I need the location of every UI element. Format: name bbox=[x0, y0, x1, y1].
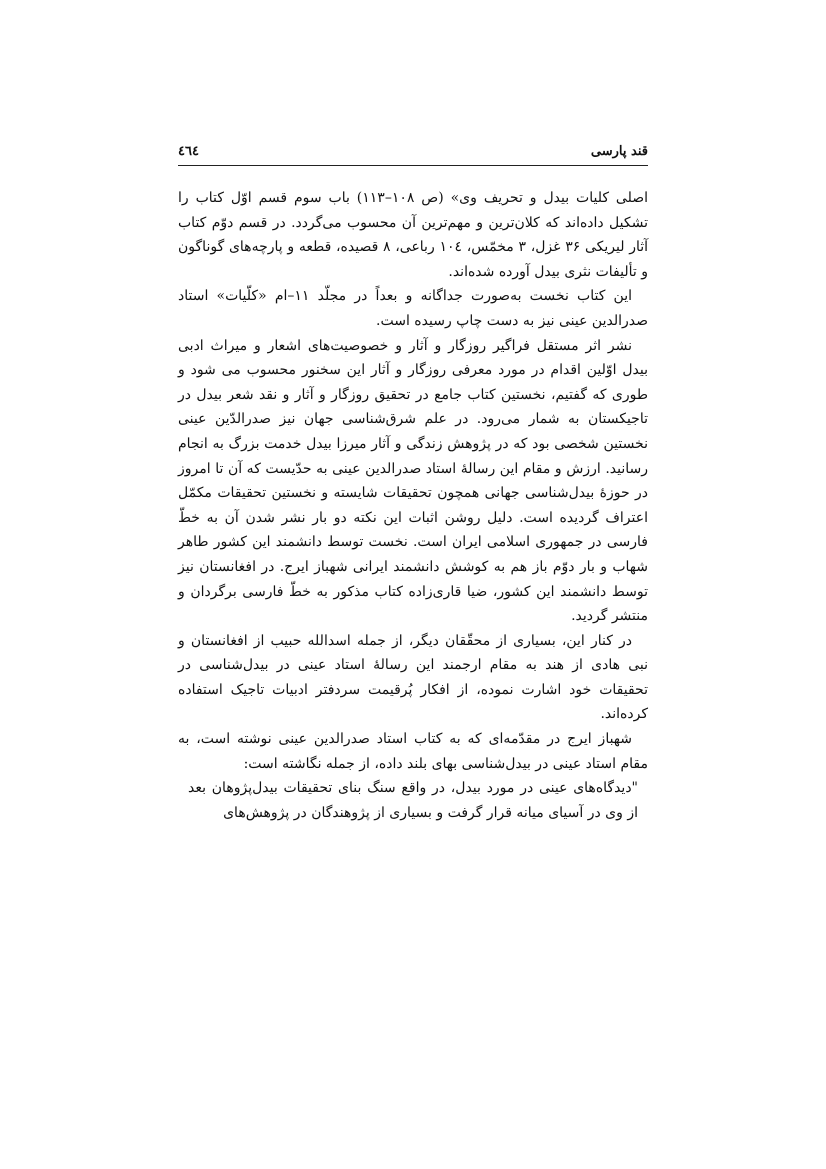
paragraph: نشر اثر مستقل فراگیر روزگار و آثار و خصوصیت‌های اشعار و میراث ادبی بیدل اوّلین اقدام در مورد معرفی روزگار و آثار این سخنور محسوب می شود و طوری که گفتیم، نخستین کتاب جامع در تحقیق روزگار و آثار و نقد شعر بیدل در تاجیکستان به شمار می‌رود. در علم شرق‌شناسی جهان نیز صدرالدّین عینی نخستین شخصی بود که در پژوهش زندگی و آثار میرزا بیدل خدمت بزرگ به انجام رسانید. ارزش و مقام این رسالهٔ استاد صدرالدین عینی به حدّیست که آن تا امروز در حوزهٔ بیدل‌شناسی جهانی همچون تحقیقات شایسته و نخستین تحقیقات مکمّل اعتراف گردیده است. دلیل روشن اثبات این نکته دو بار نشر شدن آن به خطّ فارسی در جمهوری اسلامی ایران است. نخست توسط دانشمند این کشور طاهر شهاب و بار دوّم باز هم به کوشش دانشمند ایرانی شهباز ایرج. در افغانستان نیز توسط دانشمند این کشور، ضیا قاری‌زاده کتاب مذکور به خطّ فارسی برگردان و منتشر گردید. bbox=[178, 337, 648, 625]
paragraph: این کتاب نخست به‌صورت جداگانه و بعداً در مجلّد ۱۱–ام «کلّیات» استاد صدرالدین عینی نیز به دست چاپ رسیده است. bbox=[178, 288, 648, 329]
page-number: ٤٦٤ bbox=[178, 144, 199, 159]
paragraph: در کنار این، بسیاری از محقّقان دیگر، از جمله اسدالله حبیب از افغانستان و نبی هادی از هند به مقام ارجمند این رسالهٔ استاد عینی در بیدل‌شناسی در تحقیقات خود اشارت نموده، از افکار پُرقیمت سردفتر ادبیات تاجیک استفاده کرده‌اند. bbox=[178, 632, 648, 723]
paragraph: اصلی کلیات بیدل و تحریف وی» (ص ۱۰۸–۱۱۳) باب سوم قسم اوّل کتاب را تشکیل داده‌اند که کلان‌ترین و مهم‌ترین آن محسوب می‌گردد. در قسم دوّم کتاب آثار لیریکی ۳۶ غزل، ۳ مخمّس، ۱۰٤ رباعی، ۸ قصیده، قطعه و پارچه‌های گوناگون و تألیفات نثری بیدل آورده شده‌اند. bbox=[178, 190, 649, 280]
header-divider bbox=[178, 165, 648, 166]
journal-title: قند پارسی bbox=[590, 144, 648, 159]
paragraph: شهباز ایرج در مقدّمه‌ای که به کتاب استاد صدرالدین عینی نوشته است، به مقام استاد عینی در بیدل‌شناسی بهای بلند داده، از جمله نگاشته است: bbox=[178, 731, 648, 772]
block-quote: "دیدگاه‌های عینی در مورد بیدل، در واقع سنگ بنای تحقیقات بیدل‌پژوهان بعد از وی در آسیای میانه قرار گرفت و بسیاری از پژوهندگان در پژوهش‌های bbox=[188, 780, 638, 821]
running-header bbox=[178, 140, 648, 162]
body-text bbox=[178, 186, 648, 825]
